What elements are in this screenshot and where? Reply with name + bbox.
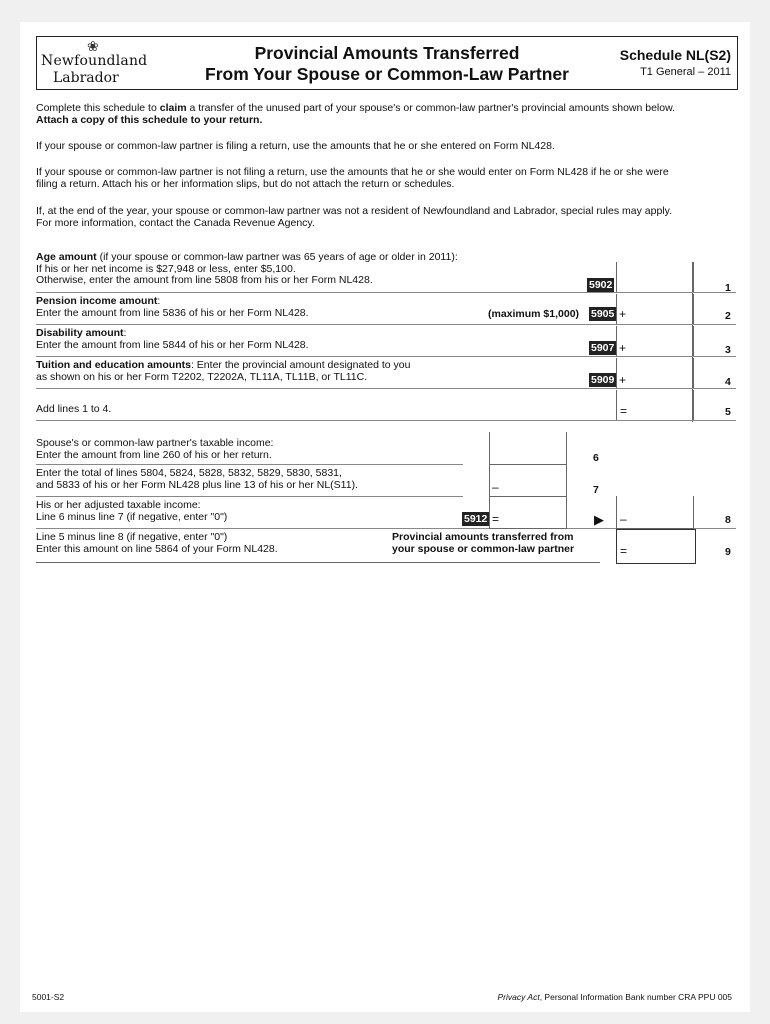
nl-logo [37,37,157,89]
final-calc-instruction: Enter this amount on line 5864 of your Form NL428. [36,542,278,555]
form-page [20,22,750,1012]
age-amount-otherwise: Otherwise, enter the amount from line 5808 from his or her Form NL428. [36,274,373,286]
line-code-5905: 5905 [591,308,615,320]
line-9-rule [36,562,600,563]
title-line2: From Your Spouse or Common-Law Partner [205,64,569,84]
form-header [36,36,738,90]
logo-line1: Newfoundland [41,53,148,69]
total-lines-desc: Enter the total of lines 5804, 5824, 5828, 5832, 5829, 5830, 5831, [36,467,342,479]
privacy-bank: , Personal Information Bank number CRA PPU 005 [539,992,732,1002]
line-9-label [36,532,278,555]
logo-line2: Labrador [53,70,119,86]
adjusted-income-desc: Line 6 minus line 7 (if negative, enter "0") [36,510,228,523]
equals-sign: = [620,404,628,418]
schedule-id [620,47,731,78]
age-amount-title: Age amount [36,251,97,263]
line-number-8: 8 [725,514,731,526]
plus-sign: + [619,373,627,387]
line-code-5907: 5907 [591,342,615,354]
form-title [187,43,587,85]
line-number-4: 4 [725,376,731,388]
privacy-act: Privacy Act [497,992,540,1002]
line-8-label [36,500,227,523]
pension-max: (maximum $1,000) [488,308,580,320]
intro-paragraph-1 [36,102,736,126]
line-number-3: 3 [725,344,731,356]
pension-desc: Enter the amount from line 5836 of his or her Form NL428. [36,306,309,319]
total-lines-desc2: and 5833 of his or her Form NL428 plus line 13 of his or her NL(S11). [36,478,358,491]
disability-desc: Enter the amount from line 5844 of his or her Form NL428. [36,338,309,351]
line-1-amount-field[interactable] [616,262,694,292]
privacy-notice [498,992,733,1002]
schedule-name: Schedule NL(S2) [619,47,731,63]
line-6-row [36,434,463,465]
line-number-5: 5 [725,406,731,418]
line-5-amount-field[interactable] [616,390,694,420]
line-code-5902: 5902 [589,279,613,291]
plus-sign: + [619,307,627,321]
disability-colon: : [123,327,127,339]
equals-sign: = [492,512,500,526]
intro-paragraph-3 [36,166,736,190]
intro-attach: Attach a copy of this schedule to your return. [36,114,263,126]
title-line1: Provincial Amounts Transferred [254,43,520,63]
line-7-row [36,466,463,497]
tuition-desc: : Enter the provincial amount designated to you [190,359,411,371]
line-number-9: 9 [725,546,731,558]
arrow-right-icon: ▶ [594,512,604,527]
line-2-amount-field[interactable] [616,294,694,324]
line-number-7: 7 [593,484,599,496]
intro-bold: claim [159,102,187,114]
taxable-income-title: Spouse's or common-law partner's taxable income: [36,437,274,449]
line-9-amount-field[interactable] [616,529,696,564]
pitcher-plant-icon: ❀ [87,39,99,55]
minus-sign: – [492,480,499,494]
line-1-label [36,252,458,287]
transferred-line1: Provincial amounts transferred from [392,531,574,543]
pension-colon: : [157,295,161,307]
intro-paragraph-4 [36,205,736,229]
line-4-label [36,360,410,383]
disability-title: Disability amount [36,327,124,339]
line-3-amount-field[interactable] [616,326,694,356]
intro-text: a transfer of the unused part of your spouse's or common-law partner's provincial amounts shown below. [186,102,676,114]
line-8-amount-field[interactable] [616,496,694,529]
line-6-amount-field[interactable] [489,432,567,465]
final-calc-desc: Line 5 minus line 8 (if negative, enter "0") [36,531,228,543]
line-4-amount-field[interactable] [616,358,694,388]
line-2-label [36,296,309,319]
intro-text: If your spouse or common-law partner is not filing a return, use the amounts that he or she would enter on Form NL428 if he or she were [36,166,669,178]
line-number-1: 1 [725,282,731,294]
equals-sign: = [620,544,628,558]
pension-title: Pension income amount [36,295,158,307]
intro-text: filing a return. Attach his or her information slips, but do not attach the return or schedules. [36,178,455,190]
line-6-label [36,438,273,461]
taxable-income-desc: Enter the amount from line 260 of his or her return. [36,448,272,461]
line-5-label: Add lines 1 to 4. [36,403,112,415]
line-number-6: 6 [593,452,599,464]
intro-text: Complete this schedule to [36,102,160,114]
minus-sign: – [620,512,627,526]
line-code-5912: 5912 [464,513,488,525]
age-amount-desc: (if your spouse or common-law partner was 65 years of age or older in 2011): [96,251,458,263]
form-id: 5001-S2 [32,992,65,1002]
transferred-label [392,532,574,555]
schedule-year: T1 General – 2011 [640,66,731,78]
age-amount-rule: If his or her net income is $27,948 or less, enter $5,100. [36,262,296,275]
line-3-label [36,328,309,351]
adjusted-income-title: His or her adjusted taxable income: [36,499,201,511]
line-code-5909: 5909 [591,374,615,386]
line-number-2: 2 [725,310,731,322]
intro-text: For more information, contact the Canada Revenue Agency. [36,217,315,229]
plus-sign: + [619,341,627,355]
line-7-label [36,468,358,491]
intro-paragraph-2: If your spouse or common-law partner is filing a return, use the amounts that he or she entered on Form NL428. [36,140,555,152]
line-7-amount-field[interactable] [489,464,567,497]
intro-text: If, at the end of the year, your spouse or common-law partner was not a resident of Newfoundland and Labrador, special rules may apply. [36,205,672,217]
tuition-title: Tuition and education amounts [36,359,191,371]
line-8-left-field[interactable] [489,496,567,529]
transferred-line2: your spouse or common-law partner [392,542,575,555]
tuition-forms: as shown on his or her Form T2202, T2202A, TL11A, TL11B, or TL11C. [36,370,368,383]
